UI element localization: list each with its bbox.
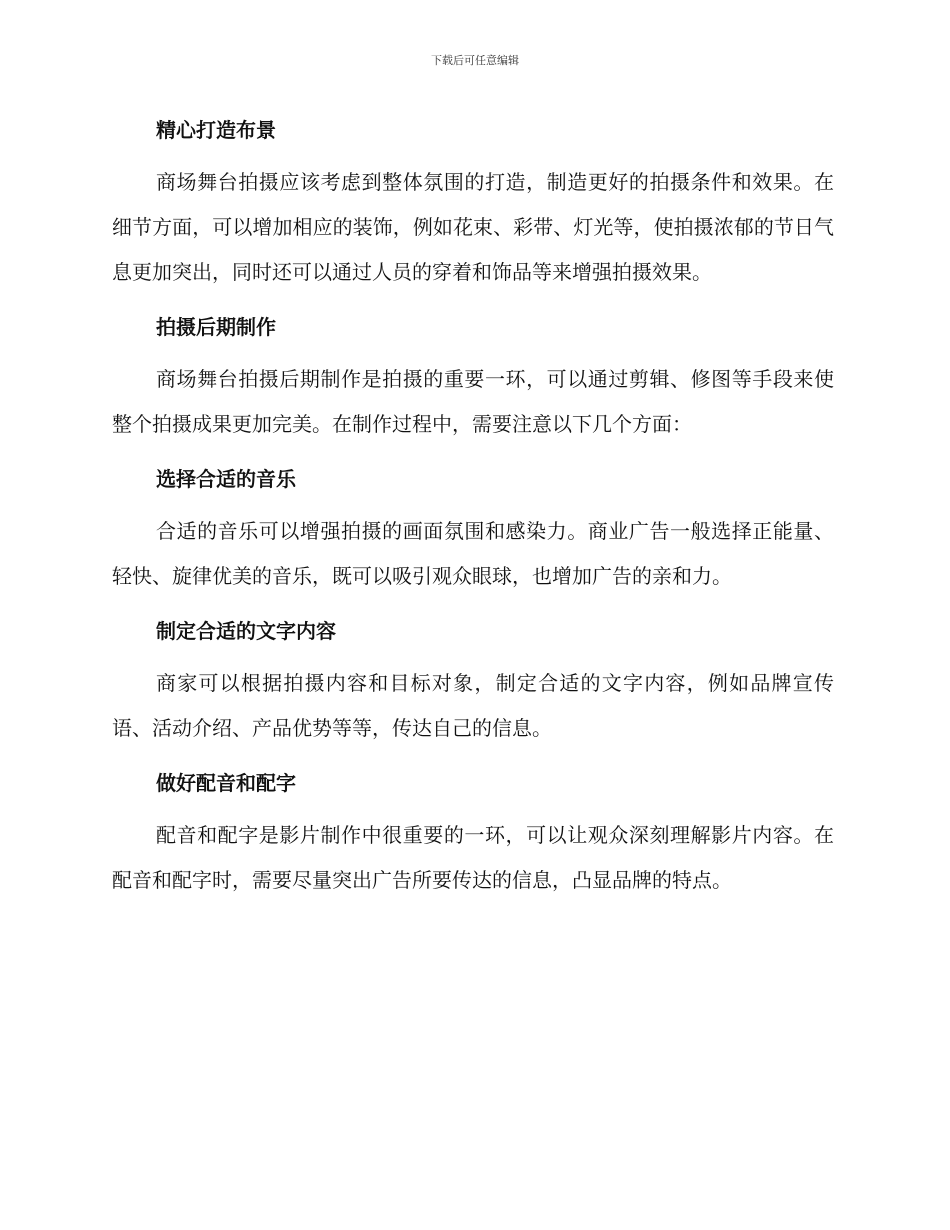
section-paragraph-text-content: 商家可以根据拍摄内容和目标对象，制定合适的文字内容，例如品牌宣传语、活动介绍、产品优势等等，传达自己的信息。 — [112, 671, 834, 740]
section-heading-post-production: 拍摄后期制作 — [156, 315, 276, 339]
section-heading-set-design: 精心打造布景 — [156, 118, 276, 142]
section-paragraph-set-design: 商场舞台拍摄应该考虑到整体氛围的打造，制造更好的拍摄条件和效果。在细节方面，可以增加相应的装饰，例如花束、彩带、灯光等，使拍摄浓郁的节日气息更加突出，同时还可以通过人员的穿着和饰品等来增强拍摄效果。 — [112, 170, 834, 284]
section-heading-music: 选择合适的音乐 — [156, 467, 296, 491]
section-paragraph-music: 合适的音乐可以增强拍摄的画面氛围和感染力。商业广告一般选择正能量、轻快、旋律优美的音乐，既可以吸引观众眼球，也增加广告的亲和力。 — [112, 519, 834, 588]
section-heading-text-content: 制定合适的文字内容 — [156, 619, 336, 643]
section-paragraph-voiceover: 配音和配字是影片制作中很重要的一环，可以让观众深刻理解影片内容。在配音和配字时，需要尽量突出广告所要传达的信息，凸显品牌的特点。 — [112, 823, 834, 892]
section-paragraph-post-production: 商场舞台拍摄后期制作是拍摄的重要一环，可以通过剪辑、修图等手段来使整个拍摄成果更加完美。在制作过程中，需要注意以下几个方面： — [112, 367, 834, 436]
document-body — [112, 110, 834, 903]
section-heading-voiceover: 做好配音和配字 — [156, 771, 296, 795]
page-header: 下载后可任意编辑 — [431, 54, 519, 67]
